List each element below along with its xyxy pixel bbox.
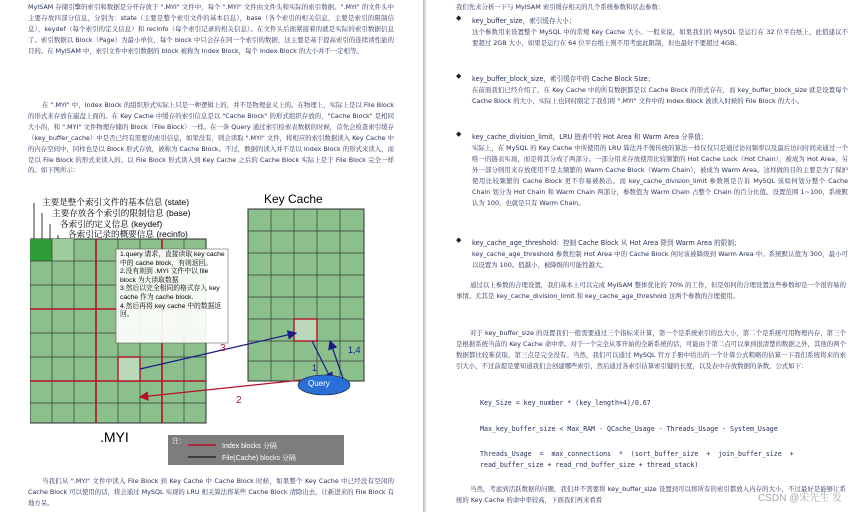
formula-threads-usage-line2: read_buffer_size + read_rnd_buffer_size + thread_stack): [480, 461, 699, 469]
paragraph-last: 当然，考虑到活跃数据的问题，我们并不需要将 key_buffer_size 设置到可以将所有的索引都放入内存的大小，不过最好是能够让系统的 Key Cache 的命中率较高，下面我们再来看看: [456, 485, 846, 504]
step-2: 2.没有则到 .MYI 文件中以 file block 为大读取数据: [120, 268, 209, 284]
annotation-keydef: 各索引的定义信息 (keydef): [60, 219, 163, 229]
param-age-threshold-text: key_cache_age_threshold 参数控制 Hot Area 中的 Cache Block 何时该被降级到 Warm Area 中。系统默认值为 300，最小可以设置为 100。值越小，被降级的可能性越大。: [472, 250, 848, 269]
formula-key-size: Key_Size = key_number * (key_length+4)/0.67: [480, 399, 651, 407]
arrow-number-2: 2: [236, 395, 242, 406]
param-key-buffer-size-text: 这个参数用来设置整个 MySQL 中的常规 Key Cache 大小。一般来说，如果我们的 MySQL 是运行在 32 位平台纸上，此值建议不要超过 2GB 大小，如果是运行在 64 位平台纸上则不用考虑此限制，但也最好不要超过 4GB。: [472, 28, 848, 47]
annotation-base: 主要存放各个索引的限制信息 (base): [52, 208, 191, 218]
paragraph-myi-structure: MyISAM 存储引擎的索引和数据是分开存放于 ".MYI" 文件中，每个 ".MYI" 文件由文件头和实际的索引数据。".MYI" 的文件头中主要存放四部分信息，分别为：state（主要是整个索引文件的基本信息），base（各个索引的相关信息，主要是索引的限制信息），keydef（每个索引的定义信息）和 recinfo（每个索引记录的相关信息）。在文件头后面紧接着的就是实际的索引数据信息了。索引数据以 Block（Page）为最小单位，每个 block 中只会存在同一个索引的数据，这主要是基于提高索引的连续读性能的目的。在 MyISAM 中，索引文件中索引数据的 block 被称为 Index Block，每个 Index Block 的大小并不一定相等。: [28, 3, 394, 55]
myi-label: .MYI: [100, 429, 129, 445]
param-division-limit-text: 实际上，在 MySQL 的 Key Cache 中所使用的 LRU 算法并不像传统的算法一样仅仅只是通过访问频率以及最后访问时间来通过一个唯一的链表实现，而是将其分成了两部分。一部分用来存放使用比较频繁的 Hot Cache Lock（Hot Chain），被成为 Hot Area，另外一部分则用来存放使用不是太频繁的 Warm Cache Block（Warm Chain），被成为 Warm Area。这样做的目的主要是为了保护使用比较频繁的 Cache Block 更不容易被换出。而 key_cache_division_limit 参数则是告诉 MySQL 该如何划分整个 Cache Chain 划分为 Hot Chain 和 Warm Chain 两部分，参数值为 Warm Chain 占整个 Chain 的百分比值。设置范围 1~100，系统默认为 100，也就是只有 Warm Chain。: [472, 144, 848, 207]
left-page: [0, 0, 424, 512]
param-block-size-title: key_buffer_block_size，索引缓存中的 Cache Block Size；: [472, 75, 655, 83]
key-cache-figure: [30, 191, 392, 467]
bullet-icon: ◆: [456, 236, 462, 244]
legend-title: 注：: [172, 438, 186, 445]
legend-index-blocks: Index blocks 分隔: [222, 443, 277, 450]
paragraph-summary: 通过以上参数的合理设置，我们基本上可以完成 MyISAM 整体优化的 70% 的工作，但是如何的合理设置这些参数却是一个很容易的事情。尤其是 key_cache_division_limit 和 key_cache_age_threshold 这两个参数的合理使用。: [456, 281, 846, 300]
arrow-number-1: 1: [312, 363, 318, 373]
bullet-icon: ◆: [456, 72, 462, 80]
bullet-icon: ◆: [456, 130, 462, 138]
paragraph-formula-intro: 对于 key_buffer_size 的设置我们一般需要通过三个指标来计算，第一个是系统索引的总大小，第二个是系统可用物理内存，第三个是根据系统当前的 Key Cache 命中率。对于一个完全从零开始的全新系统的话，可能由于第二点可以拿到很清楚的数据之外，其他的两个数据都比较难获取，第三点是完全没有。当然，我们可以通过 MySQL 官方手册中给出的一个计算公式粗略的估算一下我们系统将来的索引大小，不过前提是要知道我们会创建哪些索引，然后通过各索引估算索引键的长度，以及表中存放数据的条数，公式如下：: [456, 329, 846, 370]
param-age-threshold-title: key_cache_age_threshold：控制 Cache Block 从 Hot Area 降到 Warm Area 的限制；: [472, 239, 741, 247]
key-cache-title: Key Cache: [264, 192, 323, 206]
param-block-size-text: 在前面我们已经介绍了，在 Key Cache 中的所有数据都是以 Cache Block 的形式存在，而 key_buffer_block_size 就是设置每个 Cache Block 的大小，实际上也同时限定了我们将 ".MYI" 文件中的 Index Block 被读入时候的 File Block 的大小。: [472, 86, 848, 105]
legend-file-blocks: File(Cache) blocks 分隔: [222, 455, 296, 462]
step-3: 3.然后以完全相同的格式存入 key cache 作为 cache block.: [120, 285, 220, 301]
arrow-number-3: 3: [220, 343, 226, 354]
key-cache-area: [248, 209, 364, 381]
bullet-icon: ◆: [456, 14, 462, 22]
param-division-limit-title: key_cache_division_limit，LRU 链表中的 Hot Area 和 Warm Area 分界值；: [472, 133, 708, 141]
steps-list: [120, 251, 226, 320]
step-4: 4.然后再将 key cache 中的数据返回。: [120, 302, 222, 319]
myi-header-block: [30, 239, 52, 261]
step-1: 1.query 请求，直接读取 key cache 中的 cache block，有则返回。: [120, 251, 225, 267]
query-label: Query: [308, 379, 330, 388]
paragraph-intro: 我们先来分析一下与 MyISAM 索引缓存相关的几个系统参数和状态参数：: [456, 3, 665, 11]
paragraph-block-organization: 在 ".MYI" 中，Index Block 的组织形式实际上只是一种逻辑上的，并不是物理意义上的。在物理上，实际上是以 File Block 的形式来存放在磁盘上面的。在 Key Cache 中缓存的索引信息是以 "Cache Block" 的形式组织存放的，"Cache Block" 是相同大小的，和 ".MYI" 文件物理存储的 Block（File Block）一样。在一条 Query 通过索引检索表数据的时候，首先会检查索引缓存（key_buffer_cache）中是否已经有需要的索引信息，如果没有，则会读取 ".MYI" 文件，将相应的索引数据读入 Key Cache 中的内存空间中，同样也是以 Block 形式存放，被称为 Cache Block。不过，数据的读入并不是以 Index Block 的形式来读入，而是以 File Block 的形式来读入的。以 File Block 形式读入到 Key Cache 之后的 Cache Block 实际上是于 File Block 完全一样的。如下图所示：: [28, 101, 394, 175]
formula-max-key-buffer: Max_key_buffer_size < Max_RAM - QCache_Usage - Threads_Usage - System_Usage: [480, 425, 778, 433]
annotation-state: 主要是整个索引文件的基本信息 (state): [42, 197, 190, 207]
watermark: CSDN @宋先生 发: [757, 493, 842, 504]
param-key-buffer-size-title: key_buffer_size，索引缓存大小；: [472, 17, 576, 25]
annotation-recinfo: 各索引记录的概要信息 (recinfo): [68, 229, 188, 239]
right-page: [426, 0, 858, 512]
paragraph-lru-eviction: 当我们从 ".MYI" 文件中读入 File Block 到 Key Cache 中 Cache Block 时候，如果整个 Key Cache 中已经没有空闲的 Cache Block 可以使用的话，将会通过 MySQL 实现的 LRU 相关算法将某些 Cache Block 清除出去，让新进来的 File Block 有地方呆。: [28, 477, 394, 507]
arrow-number-1-4: 1,4: [348, 345, 361, 355]
formula-threads-usage-line1: Threads_Usage = max_connections * (sort_buffer_size + join_buffer_size +: [480, 450, 794, 458]
